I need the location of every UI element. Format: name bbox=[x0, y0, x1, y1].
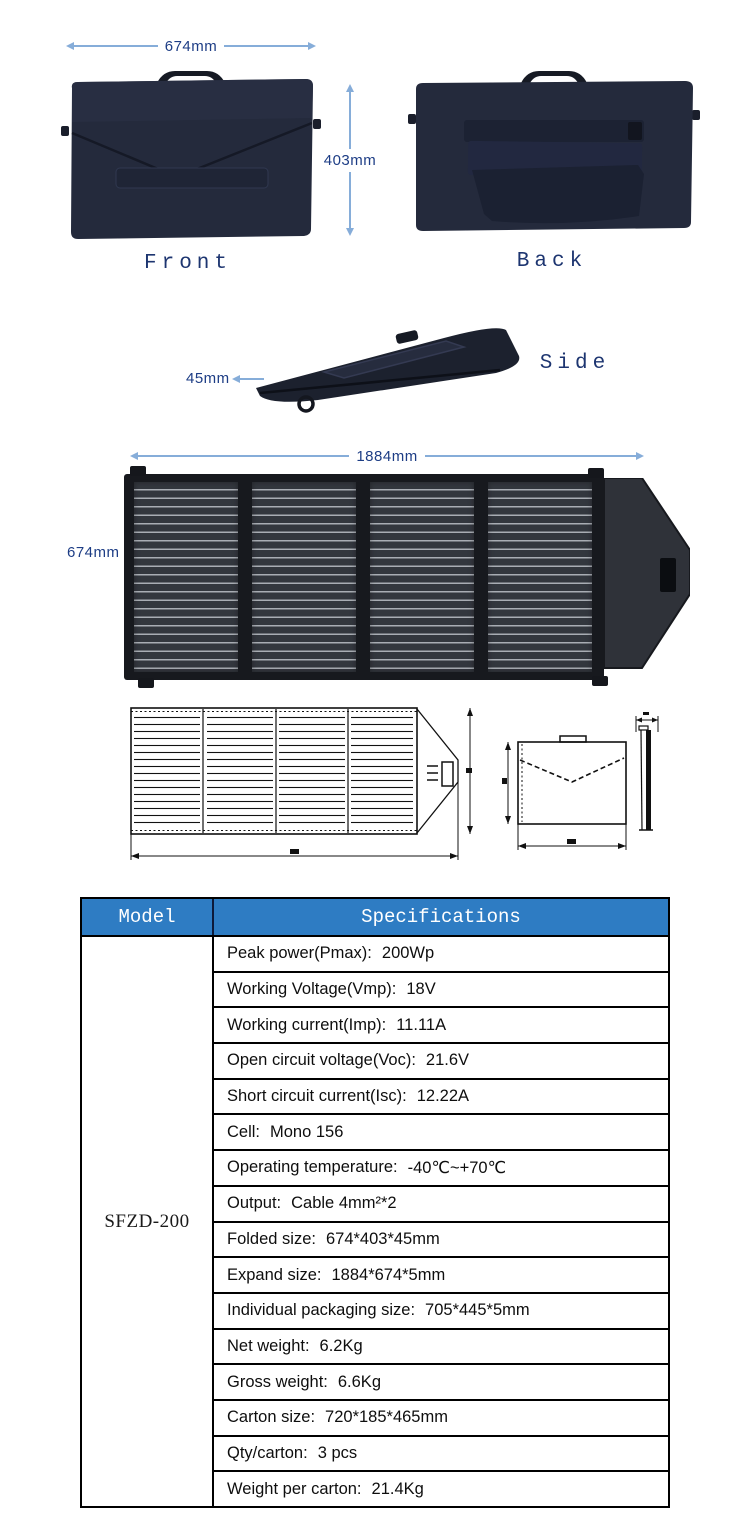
expanded-line-drawing bbox=[126, 700, 482, 868]
side-bag-illustration bbox=[248, 316, 530, 416]
model-column-header: Model bbox=[82, 899, 214, 935]
spec-row bbox=[214, 1401, 668, 1437]
spec-value: 1884*674*5mm bbox=[331, 1265, 446, 1284]
back-view-photo bbox=[406, 70, 702, 240]
spec-value: 674*403*45mm bbox=[325, 1229, 440, 1248]
spec-row bbox=[214, 1223, 668, 1259]
corner-tab bbox=[588, 468, 604, 478]
spec-label: Carton size: bbox=[227, 1408, 316, 1427]
spec-value: 21.6V bbox=[425, 1051, 470, 1070]
back-bag-illustration bbox=[406, 70, 702, 240]
model-value-cell: SFZD-200 bbox=[82, 937, 214, 1506]
spec-row bbox=[214, 1187, 668, 1223]
spec-row bbox=[214, 1365, 668, 1401]
spec-value: 720*185*465mm bbox=[325, 1408, 448, 1427]
spec-row bbox=[214, 1472, 668, 1506]
spec-label: Gross weight: bbox=[227, 1372, 328, 1391]
expanded-width-label: 1884mm bbox=[356, 447, 418, 465]
spec-label: Cell: bbox=[227, 1122, 261, 1141]
solar-cell-section bbox=[252, 482, 356, 672]
front-height-dimension bbox=[320, 84, 380, 236]
corner-tab bbox=[138, 678, 154, 688]
spec-label: Working current(Imp): bbox=[227, 1015, 387, 1034]
spec-row bbox=[214, 1437, 668, 1473]
spec-row bbox=[214, 1151, 668, 1187]
front-width-label: 674mm bbox=[164, 37, 218, 55]
side-profile-line-drawing bbox=[630, 712, 664, 842]
spec-label: Peak power(Pmax): bbox=[227, 944, 372, 963]
front-width-dimension bbox=[66, 38, 316, 54]
specifications-column-header: Specifications bbox=[361, 906, 521, 928]
spec-value: 18V bbox=[406, 980, 436, 999]
folded-line-drawing bbox=[498, 714, 648, 866]
solar-cell-section bbox=[370, 482, 474, 672]
spec-table-body bbox=[82, 937, 668, 1506]
side-view-photo bbox=[248, 316, 530, 416]
spec-row bbox=[214, 937, 668, 973]
spec-label: Operating temperature: bbox=[227, 1158, 398, 1177]
front-view-caption: Front bbox=[143, 252, 232, 275]
arrow-left-icon bbox=[130, 452, 138, 460]
expanded-drawing bbox=[126, 700, 482, 868]
spec-value: -40℃~+70℃ bbox=[407, 1158, 507, 1177]
spec-row bbox=[214, 1080, 668, 1116]
spec-label: Open circuit voltage(Voc): bbox=[227, 1051, 416, 1070]
spec-label: Short circuit current(Isc): bbox=[227, 1087, 407, 1106]
spec-label: Working Voltage(Vmp): bbox=[227, 980, 397, 999]
solar-cell-section bbox=[488, 482, 592, 672]
arrow-right-icon bbox=[636, 452, 644, 460]
expanded-panel-photo bbox=[122, 466, 688, 688]
spec-value: Cable 4mm²*2 bbox=[291, 1194, 397, 1213]
arrow-right-icon bbox=[308, 42, 316, 50]
spec-value: 6.6Kg bbox=[337, 1372, 381, 1391]
spec-row bbox=[214, 1294, 668, 1330]
corner-tab bbox=[592, 676, 608, 686]
arrow-down-icon bbox=[346, 228, 354, 236]
panel-flap bbox=[604, 478, 690, 676]
spec-table bbox=[80, 897, 670, 1508]
spec-label: Weight per carton: bbox=[227, 1479, 362, 1498]
spec-value: 11.11A bbox=[396, 1015, 447, 1034]
spec-table-header bbox=[82, 899, 668, 937]
expanded-height-label: 674mm bbox=[67, 544, 120, 561]
spec-value: 705*445*5mm bbox=[425, 1301, 530, 1320]
front-height-label: 403mm bbox=[323, 151, 377, 169]
spec-label: Folded size: bbox=[227, 1229, 316, 1248]
spec-value: 6.2Kg bbox=[319, 1336, 363, 1355]
front-view-photo bbox=[60, 70, 322, 246]
arrow-left-icon bbox=[232, 375, 240, 383]
spec-row bbox=[214, 1330, 668, 1366]
spec-value: 3 pcs bbox=[317, 1443, 358, 1462]
spec-row bbox=[214, 1115, 668, 1151]
folded-drawing bbox=[498, 714, 648, 866]
spec-row bbox=[214, 1258, 668, 1294]
back-view-caption: Back bbox=[516, 250, 588, 273]
spec-label: Individual packaging size: bbox=[227, 1301, 416, 1320]
spec-value: 12.22A bbox=[416, 1087, 470, 1106]
spec-label: Output: bbox=[227, 1194, 282, 1213]
spec-value: 21.4Kg bbox=[371, 1479, 424, 1498]
arrow-up-icon bbox=[346, 84, 354, 92]
front-bag-illustration bbox=[60, 70, 322, 246]
spec-rows bbox=[214, 937, 668, 1506]
arrow-left-icon bbox=[66, 42, 74, 50]
spec-row bbox=[214, 1008, 668, 1044]
spec-label: Qty/carton: bbox=[227, 1443, 308, 1462]
spec-value: Mono 156 bbox=[270, 1122, 344, 1141]
spec-label: Expand size: bbox=[227, 1265, 322, 1284]
solar-cell-section bbox=[134, 482, 238, 672]
corner-tab bbox=[130, 466, 146, 476]
spec-label: Net weight: bbox=[227, 1336, 310, 1355]
expanded-width-dimension bbox=[130, 448, 644, 464]
spec-row bbox=[214, 1044, 668, 1080]
spec-row bbox=[214, 973, 668, 1009]
side-view-caption: Side bbox=[539, 352, 611, 375]
side-thickness-label: 45mm bbox=[186, 370, 230, 387]
spec-value: 200Wp bbox=[381, 944, 435, 963]
side-profile-drawing bbox=[630, 712, 664, 842]
